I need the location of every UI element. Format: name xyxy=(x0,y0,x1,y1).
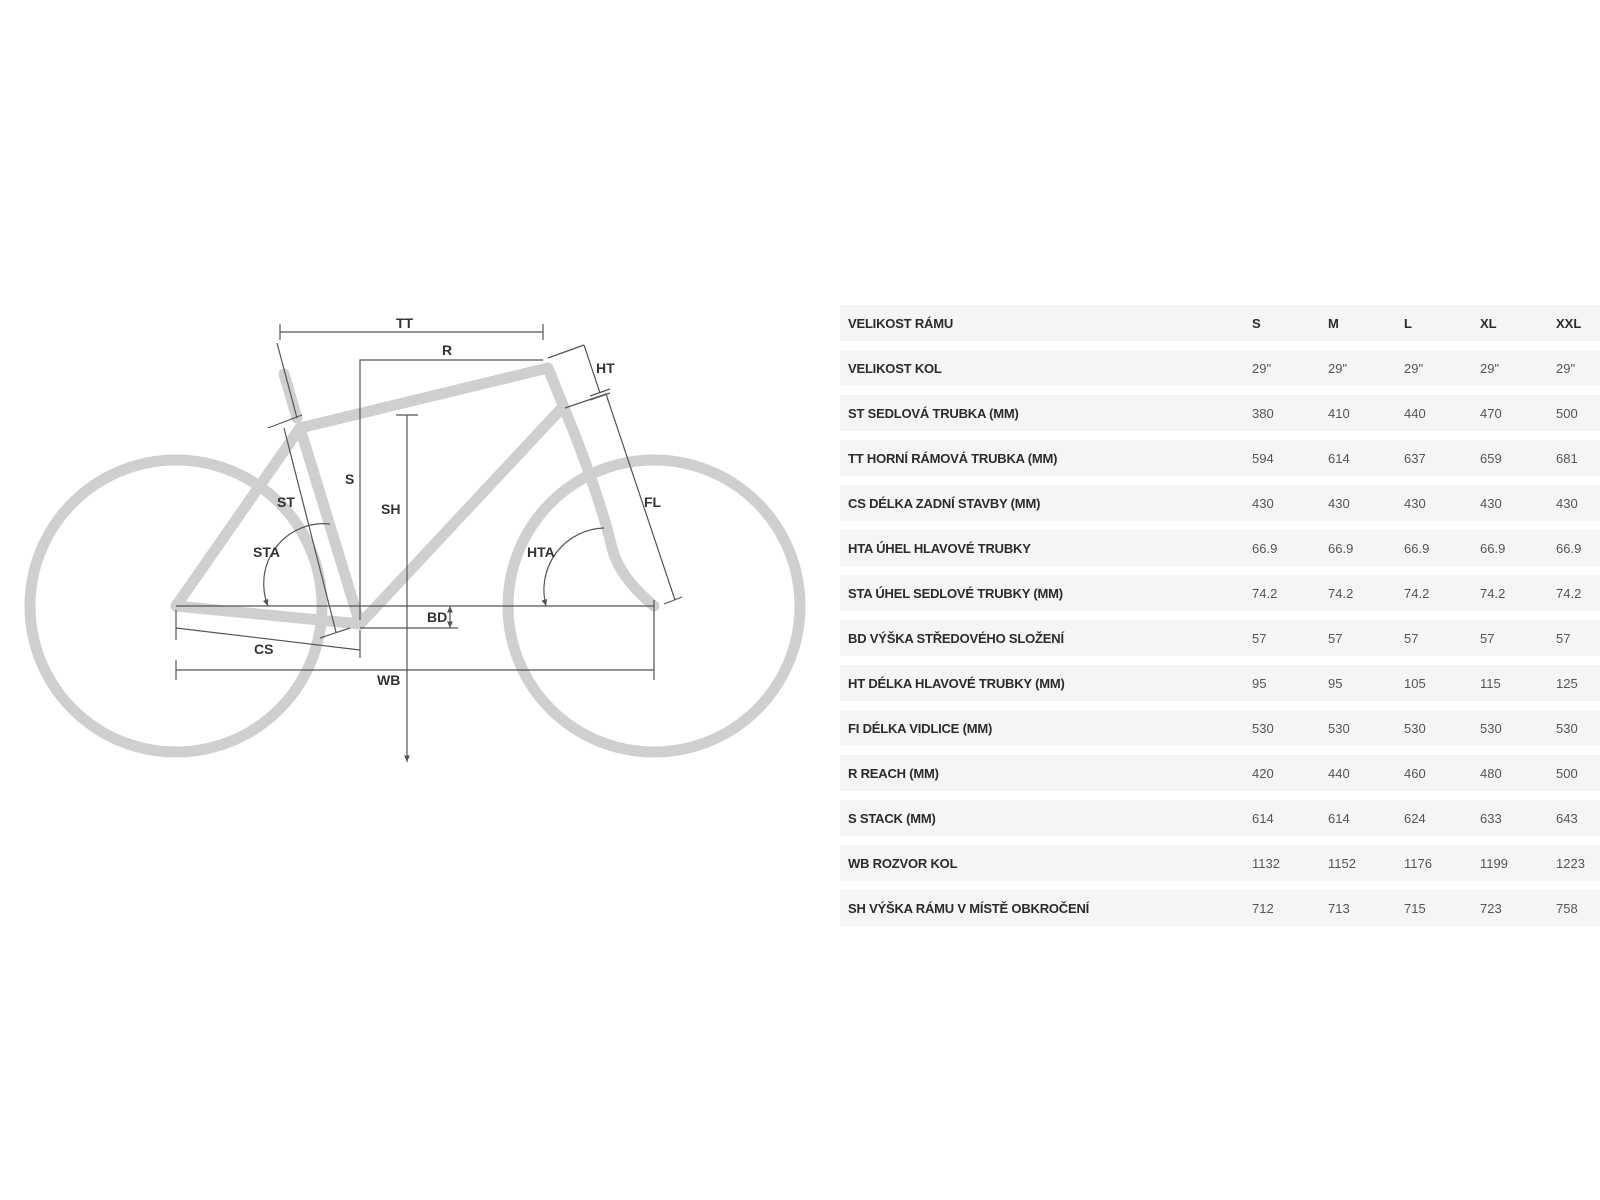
table-cell: 115 xyxy=(1480,675,1501,691)
table-row xyxy=(840,350,1600,386)
table-cell: 66.9 xyxy=(1556,540,1582,556)
row-label: ST SEDLOVÁ TRUBKA (MM) xyxy=(848,405,1019,421)
table-cell: 624 xyxy=(1404,810,1426,826)
table-cell: 57 xyxy=(1480,630,1495,646)
label-tt: TT xyxy=(396,315,414,331)
table-row xyxy=(840,440,1600,476)
table-cell: 614 xyxy=(1252,810,1274,826)
row-label: HTA ÚHEL HLAVOVÉ TRUBKY xyxy=(848,540,1031,556)
label-s: S xyxy=(345,471,355,487)
row-label: TT HORNÍ RÁMOVÁ TRUBKA (MM) xyxy=(848,450,1058,466)
table-cell: 57 xyxy=(1328,630,1343,646)
table-row xyxy=(840,800,1600,836)
table-cell: 95 xyxy=(1252,675,1267,691)
table-cell: 74.2 xyxy=(1404,585,1430,601)
table-row xyxy=(840,575,1600,611)
table-cell: 57 xyxy=(1556,630,1571,646)
row-label: CS DÉLKA ZADNÍ STAVBY (MM) xyxy=(848,495,1041,511)
table-cell: 440 xyxy=(1328,765,1350,781)
label-ht: HT xyxy=(596,360,615,376)
size-header: XXL xyxy=(1556,315,1582,331)
label-wb: WB xyxy=(377,672,401,688)
table-header-row xyxy=(840,305,1600,341)
table-cell: 430 xyxy=(1556,495,1578,511)
table-cell: 633 xyxy=(1480,810,1502,826)
row-label: BD VÝŠKA STŘEDOVÉHO SLOŽENÍ xyxy=(848,630,1064,646)
table-cell: 380 xyxy=(1252,405,1274,421)
row-label: R REACH (MM) xyxy=(848,765,939,781)
table-row xyxy=(840,665,1600,701)
label-sta: STA xyxy=(253,544,280,560)
table-cell: 681 xyxy=(1556,450,1578,466)
table-cell: 74.2 xyxy=(1328,585,1354,601)
table-cell: 57 xyxy=(1404,630,1419,646)
table-cell: 1132 xyxy=(1252,855,1280,871)
table-row xyxy=(840,710,1600,746)
size-header: XL xyxy=(1480,315,1497,331)
table-cell: 614 xyxy=(1328,810,1350,826)
table-cell: 440 xyxy=(1404,405,1426,421)
table-cell: 715 xyxy=(1404,900,1426,916)
table-cell: 530 xyxy=(1252,720,1274,736)
table-cell: 29" xyxy=(1480,360,1500,376)
label-sh: SH xyxy=(381,501,401,517)
table-cell: 66.9 xyxy=(1480,540,1506,556)
bike-frame xyxy=(176,368,654,624)
table-row xyxy=(840,890,1600,926)
table-cell: 125 xyxy=(1556,675,1578,691)
table-cell: 95 xyxy=(1328,675,1343,691)
table-cell: 66.9 xyxy=(1328,540,1354,556)
table-cell: 480 xyxy=(1480,765,1502,781)
table-row xyxy=(840,845,1600,881)
row-label: VELIKOST KOL xyxy=(848,360,942,376)
table-cell: 29" xyxy=(1404,360,1424,376)
geometry-table xyxy=(840,296,1600,935)
table-cell: 29" xyxy=(1328,360,1348,376)
table-cell: 74.2 xyxy=(1556,585,1582,601)
size-header: M xyxy=(1328,315,1339,331)
table-row xyxy=(840,395,1600,431)
label-cs: CS xyxy=(254,641,274,657)
table-cell: 105 xyxy=(1404,675,1426,691)
label-r: R xyxy=(442,342,453,358)
table-cell: 74.2 xyxy=(1252,585,1278,601)
table-cell: 614 xyxy=(1328,450,1350,466)
table-cell: 643 xyxy=(1556,810,1578,826)
label-hta: HTA xyxy=(527,544,555,560)
table-cell: 594 xyxy=(1252,450,1274,466)
table-cell: 758 xyxy=(1556,900,1578,916)
table-cell: 713 xyxy=(1328,900,1350,916)
table-row xyxy=(840,620,1600,656)
table-cell: 74.2 xyxy=(1480,585,1506,601)
table-cell: 1223 xyxy=(1556,855,1585,871)
table-cell: 530 xyxy=(1328,720,1350,736)
table-cell: 430 xyxy=(1404,495,1426,511)
header-label: VELIKOST RÁMU xyxy=(848,315,954,331)
row-label: SH VÝŠKA RÁMU V MÍSTĚ OBKROČENÍ xyxy=(848,900,1090,916)
table-cell: 500 xyxy=(1556,765,1578,781)
table-cell: 530 xyxy=(1404,720,1426,736)
table-cell: 470 xyxy=(1480,405,1502,421)
table-cell: 1176 xyxy=(1404,855,1432,871)
label-st: ST xyxy=(277,494,295,510)
table-cell: 712 xyxy=(1252,900,1274,916)
table-cell: 430 xyxy=(1480,495,1502,511)
table-cell: 57 xyxy=(1252,630,1267,646)
table-cell: 460 xyxy=(1404,765,1426,781)
row-label: WB ROZVOR KOL xyxy=(848,855,958,871)
table-cell: 410 xyxy=(1328,405,1350,421)
label-fl: FL xyxy=(644,494,662,510)
table-cell: 1152 xyxy=(1328,855,1356,871)
table-row xyxy=(840,755,1600,791)
table-row xyxy=(840,485,1600,521)
size-header: L xyxy=(1404,315,1412,331)
row-label: FI DÉLKA VIDLICE (MM) xyxy=(848,720,993,736)
label-bd: BD xyxy=(427,609,448,625)
table-cell: 430 xyxy=(1252,495,1274,511)
row-label: STA ÚHEL SEDLOVÉ TRUBKY (MM) xyxy=(848,585,1063,601)
row-label: HT DÉLKA HLAVOVÉ TRUBKY (MM) xyxy=(848,675,1065,691)
row-label: S STACK (MM) xyxy=(848,810,936,826)
table-cell: 29" xyxy=(1252,360,1272,376)
table-cell: 530 xyxy=(1556,720,1578,736)
table-cell: 430 xyxy=(1328,495,1350,511)
table-cell: 66.9 xyxy=(1404,540,1430,556)
table-cell: 637 xyxy=(1404,450,1426,466)
table-cell: 723 xyxy=(1480,900,1502,916)
table-cell: 530 xyxy=(1480,720,1502,736)
table-cell: 659 xyxy=(1480,450,1502,466)
table-row xyxy=(840,530,1600,566)
table-cell: 66.9 xyxy=(1252,540,1278,556)
table-cell: 1199 xyxy=(1480,855,1508,871)
table-cell: 29" xyxy=(1556,360,1576,376)
size-header: S xyxy=(1252,315,1261,331)
table-cell: 500 xyxy=(1556,405,1578,421)
table-cell: 420 xyxy=(1252,765,1274,781)
